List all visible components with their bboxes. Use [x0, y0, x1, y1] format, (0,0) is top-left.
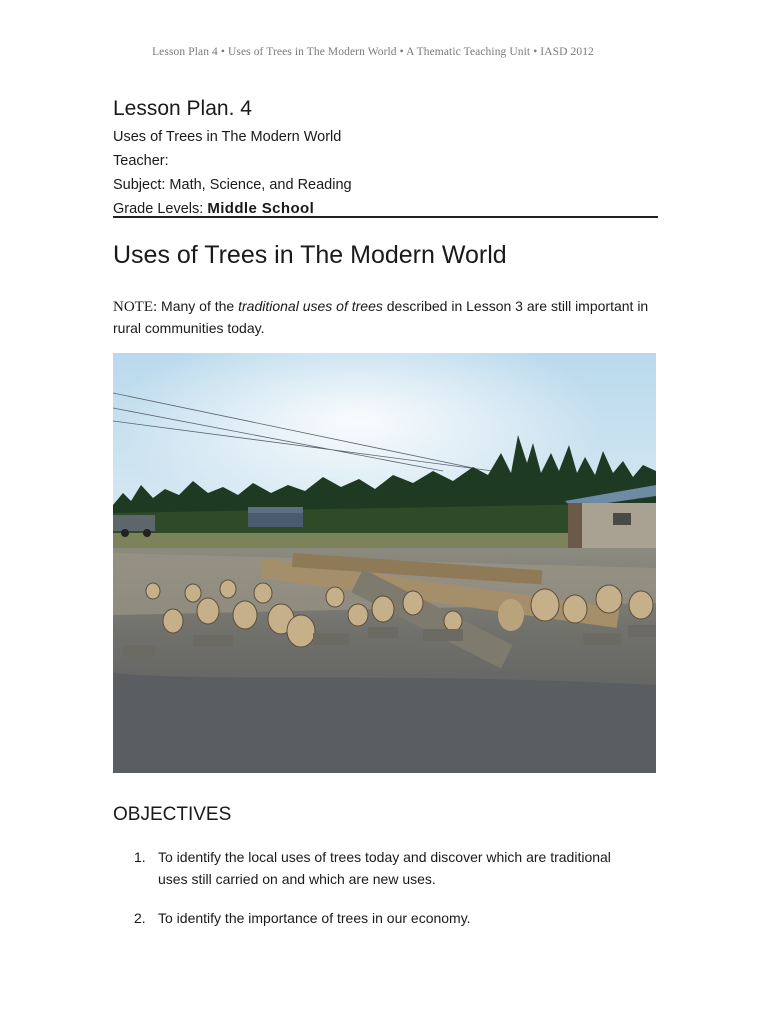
objective-number: 1. [134, 849, 146, 865]
objective-item [134, 907, 634, 929]
page-title: Uses of Trees in The Modern World [113, 241, 507, 269]
running-header: Lesson Plan 4 • Uses of Trees in The Modern World • A Thematic Teaching Unit • IASD 2012 [152, 46, 594, 58]
lesson-info [113, 96, 658, 221]
objective-text: To identify the importance of trees in our economy. [158, 910, 471, 926]
subject-line: Subject: Math, Science, and Reading [113, 177, 352, 193]
note-text-start: Many of the [157, 298, 239, 314]
objective-item [134, 846, 634, 890]
teacher-line: Teacher: [113, 153, 169, 169]
objective-number: 2. [134, 910, 146, 926]
objectives-heading: OBJECTIVES [113, 804, 232, 825]
lesson-subtitle: Uses of Trees in The Modern World [113, 129, 342, 145]
grade-label: Grade Levels: [113, 201, 208, 217]
objective-text: To identify the local uses of trees today and discover which are traditional uses still carried on and which are new uses. [158, 849, 611, 887]
grade-value: Middle School [207, 200, 315, 217]
lesson-plan-title: Lesson Plan. 4 [113, 97, 252, 120]
note-text-end: described in Lesson 3 are still important in rural communities today. [113, 298, 649, 336]
note-paragraph [113, 296, 658, 339]
section-divider [113, 216, 658, 218]
objectives-list [134, 846, 634, 946]
log-yard-photo [113, 353, 656, 773]
note-emphasis: traditional uses of trees [238, 298, 383, 314]
note-label: NOTE: [113, 299, 158, 315]
